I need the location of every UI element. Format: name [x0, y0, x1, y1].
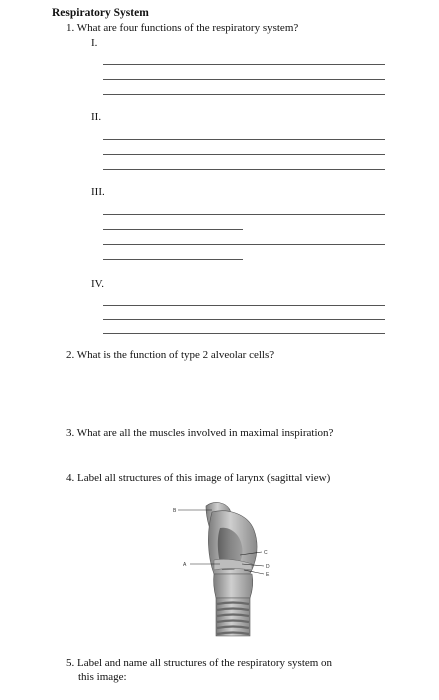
- question-1: 1. What are four functions of the respiratory system?: [66, 22, 299, 34]
- question-2: 2. What is the function of type 2 alveolar cells?: [66, 349, 275, 361]
- answer-line[interactable]: [103, 229, 243, 230]
- larynx-sagittal-image: [168, 500, 284, 640]
- question-5-line-1: 5. Label and name all structures of the respiratory system on: [66, 657, 333, 669]
- answer-line[interactable]: [103, 259, 243, 260]
- part-label-ii: II.: [91, 111, 102, 123]
- larynx-label-b: B: [173, 508, 177, 514]
- answer-line[interactable]: [103, 79, 385, 80]
- question-5-line-2: this image:: [78, 671, 127, 683]
- answer-line[interactable]: [103, 154, 385, 155]
- larynx-label-d: D: [266, 564, 270, 570]
- part-label-i: I.: [91, 37, 98, 49]
- answer-line[interactable]: [103, 244, 385, 245]
- answer-line[interactable]: [103, 94, 385, 95]
- worksheet-title: Respiratory System: [52, 7, 149, 19]
- part-label-iii: III.: [91, 186, 105, 198]
- answer-line[interactable]: [103, 169, 385, 170]
- answer-line[interactable]: [103, 305, 385, 306]
- answer-line[interactable]: [103, 139, 385, 140]
- answer-line[interactable]: [103, 64, 385, 65]
- question-3: 3. What are all the muscles involved in maximal inspiration?: [66, 427, 334, 439]
- larynx-label-e: E: [266, 572, 270, 578]
- answer-line[interactable]: [103, 333, 385, 334]
- answer-line[interactable]: [103, 319, 385, 320]
- larynx-label-a: A: [183, 562, 187, 568]
- answer-line[interactable]: [103, 214, 385, 215]
- question-4: 4. Label all structures of this image of larynx (sagittal view): [66, 472, 331, 484]
- larynx-label-c: C: [264, 550, 268, 556]
- question-5: [66, 656, 332, 684]
- part-label-iv: IV.: [91, 278, 104, 290]
